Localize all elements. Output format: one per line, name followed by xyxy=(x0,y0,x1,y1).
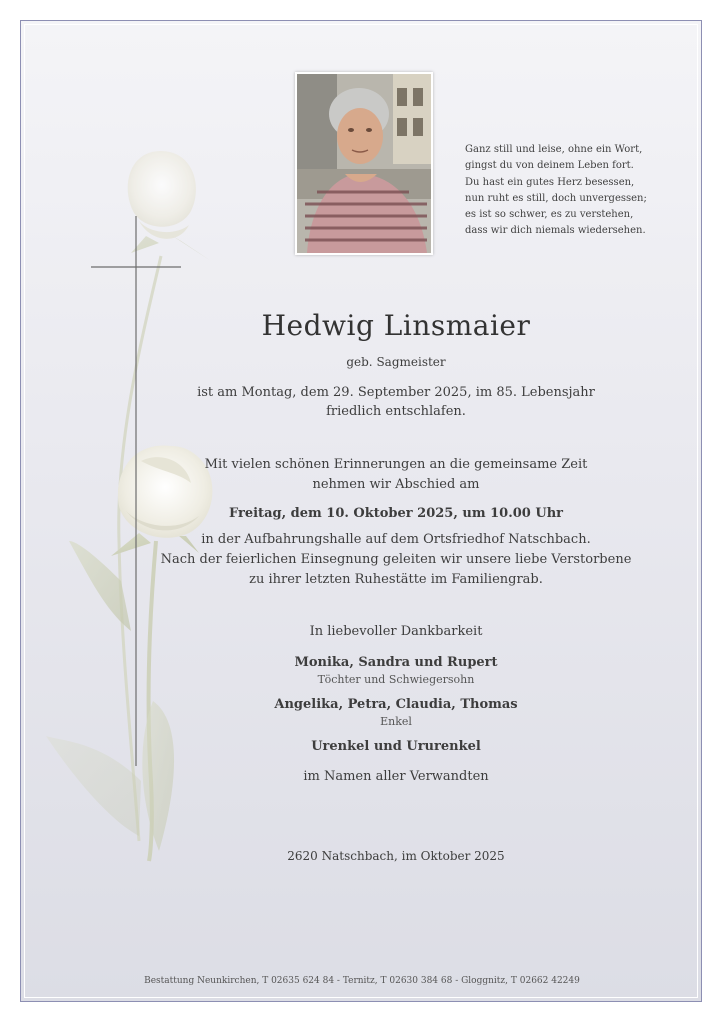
poem-line: dass wir dich niemals wiedersehen. xyxy=(465,225,646,237)
mourner-names: Urenkel und Ururenkel xyxy=(311,739,481,754)
gratitude: In liebevoller Dankbarkeit xyxy=(309,624,483,639)
ceremony-detail-line: zu ihrer letzten Ruhestätte im Familiengrab. xyxy=(249,572,543,587)
poem-line: Ganz still und leise, ohne ein Wort, xyxy=(465,144,643,155)
ceremony-date: Freitag, dem 10. Oktober 2025, um 10.00 Uhr xyxy=(229,506,563,521)
relatives: im Namen aller Verwandten xyxy=(303,769,489,784)
farewell-line: Mit vielen schönen Erinnerungen an die gemeinsame Zeit xyxy=(204,457,588,472)
death-notice-line: friedlich entschlafen. xyxy=(326,404,466,419)
obituary-card xyxy=(20,20,702,1002)
poem-line: Du hast ein gutes Herz besessen, xyxy=(465,176,635,188)
leaf-1 xyxy=(69,541,131,631)
place-date: 2620 Natschbach, im Oktober 2025 xyxy=(287,849,505,863)
mourner-names: Angelika, Petra, Claudia, Thomas xyxy=(274,697,518,712)
portrait-photo xyxy=(295,72,433,255)
upper-rose xyxy=(128,151,211,261)
farewell-line: nehmen wir Abschied am xyxy=(312,477,480,492)
birth-name: geb. Sagmeister xyxy=(346,355,446,369)
leaf-3 xyxy=(46,736,141,836)
poem-line: nun ruht es still, doch unvergessen; xyxy=(465,192,647,204)
death-notice-line: ist am Montag, dem 29. September 2025, im 85. Lebensjahr xyxy=(197,385,595,400)
mourner-names: Monika, Sandra und Rupert xyxy=(294,655,498,670)
poem-line: es ist so schwer, es zu verstehen, xyxy=(465,209,634,221)
ceremony-detail-line: in der Aufbahrungshalle auf dem Ortsfriedhof Natschbach. xyxy=(201,532,591,547)
ceremony-detail-line: Nach der feierlichen Einsegnung geleiten wir unsere liebe Verstorbene xyxy=(160,552,632,567)
mourner-relation: Töchter und Schwiegersohn xyxy=(317,673,475,686)
mourner-relation: Enkel xyxy=(380,715,412,728)
deceased-name: Hedwig Linsmaier xyxy=(261,309,531,342)
poem-line: gingst du von deinem Leben fort. xyxy=(465,160,634,172)
memorial-poem xyxy=(465,142,647,240)
funeral-home-footer: Bestattung Neunkirchen, T 02635 624 84 - Ternitz, T 02630 384 68 - Gloggnitz, T 02662 42249 xyxy=(144,976,580,986)
